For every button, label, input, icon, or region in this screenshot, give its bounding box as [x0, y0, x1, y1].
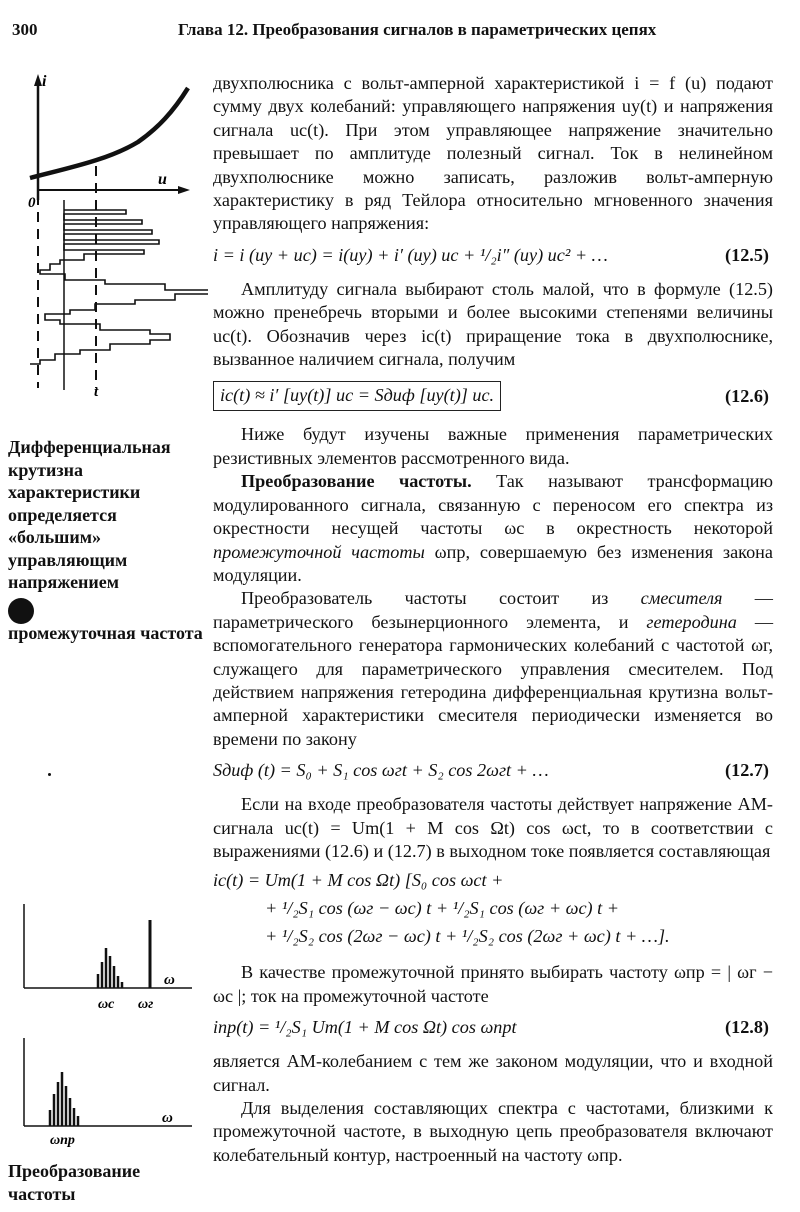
paragraph-8: является АМ-колебанием с тем же законом модуляции, что и входной сигнал.: [213, 1051, 773, 1095]
term-heterodyne: гетеродина: [646, 611, 737, 632]
equation-12-6-number: (12.6): [725, 386, 769, 407]
paragraph-3: Ниже будут изучены важные применения параметрических резистивных элементов рассмотренного вида.: [213, 424, 773, 468]
paragraph-4-text: Так называют трансформацию модулированного сигнала, связанную с переносом его спектра из окрестности несущей частоты ωс в окрестность некоторой: [213, 471, 774, 539]
bullet-marker: [8, 598, 34, 624]
label-omega-pr: ωпр: [50, 1133, 75, 1148]
term-frequency-conversion: Преобразование частоты.: [241, 471, 472, 492]
equation-12-8: [213, 1016, 773, 1040]
label-i: i: [42, 73, 47, 90]
paragraph-5: [213, 587, 773, 751]
equation-12-5-formula: i = i (uу + uс) = i(uу) + i′ (uу) uс + ¹/₂i″ (uу) uс² + …: [213, 244, 608, 265]
equation-12-7-formula: Sдиф (t) = S₀ + S₁ cos ωгt + S₂ cos 2ωгt + …: [213, 760, 549, 781]
equation-12-7-number: (12.7): [725, 760, 769, 781]
equation-line-2: + ¹/₂S₁ cos (ωг − ωс) t + ¹/₂S₁ cos (ωг + ωс) t +: [265, 898, 620, 919]
equation-output-current: [213, 869, 773, 953]
spectrum1-lines: [98, 948, 122, 988]
i-axis-arrow: [34, 74, 42, 86]
spectrum2-lines: [50, 1072, 78, 1126]
margin-note-intermediate-frequency: промежуточная частота: [8, 623, 203, 643]
paragraph-1: двухполюсника с вольт-амперной характеристикой i = f (u) подают сумму двух колебаний: управляющего напряжения uу(t) и напряжения сигнала uс(t). При этом управляющее напряжение значительно превышает по амплитуде полезный сигнал. Ток в нелинейном двухполюснике можно записать, разложив вольт-амперную характеристику в ряд Тейлора относительно мгновенного значения управляющего напряжения:: [213, 73, 773, 234]
u-axis-arrow: [178, 186, 190, 194]
equation-12-8-formula: iпр(t) = ¹/₂S₁ Um(1 + M cos Ωt) cos ωпрt: [213, 1017, 517, 1038]
spectrum2-omega: ω: [162, 1110, 173, 1126]
label-omega-c: ωс: [98, 997, 115, 1012]
iv-curve: [30, 88, 188, 178]
figure-iv-characteristic: [8, 70, 208, 400]
figure-output-spectrum: [14, 1032, 204, 1152]
equation-line-1: iс(t) = Um(1 + M cos Ωt) [S₀ cos ωсt +: [213, 870, 504, 891]
stray-dot: [48, 773, 51, 776]
running-header: [12, 20, 788, 46]
control-waveform: [30, 210, 208, 364]
term-mixer: смесителя: [640, 588, 723, 609]
paragraph-2: Амплитуду сигнала выбирают столь малой, что в формуле (12.5) можно пренебречь вторыми и более высокими степенями величины uс(t). Обозначив через iс(t) приращение тока в двухполюснике, вызванное наличием сигнала, получим: [213, 278, 773, 370]
margin-note-differential-slope: Дифференциальная крутизна характеристики определяется «большим» управляющим напряжением: [8, 437, 171, 592]
paragraph-9: Для выделения составляющих спектра с частотами, близкими к промежуточной частоте, в выходную цепь преобразователя включают колебательный контур, настроенный на частоту ωпр.: [213, 1098, 773, 1165]
paragraph-6: Если на входе преобразователя частоты действует напряжение АМ-сигнала uс(t) = Um(1 + M cos Ωt) cos ωсt, то в соответствии с выражениями (12.6) и (12.7) в выходном токе появляется составляющая: [213, 794, 773, 861]
equation-12-6-formula: iс(t) ≈ i′ [uу(t)] uс = Sдиф [uу(t)] uс.: [213, 381, 501, 410]
paragraph-5-c: — вспомогательного генератора гармонических колебаний с частотой ωг, служащего для параметрического управления смесителем. Под действием напряжения гетеродина дифференциальная крутизна вольт-амперной характеристики смесителя периодически изменяется во времени по закону: [213, 611, 773, 749]
paragraph-4: [213, 470, 773, 587]
paragraph-4-end: ωпр, совершаемую без изменения закона модуляции.: [213, 541, 773, 585]
equation-12-7: [213, 759, 773, 783]
label-origin: 0: [28, 195, 36, 211]
label-t: t: [94, 384, 99, 400]
paragraph-7: В качестве промежуточной принято выбирать частоту ωпр = | ωг − ωс |; ток на промежуточной частоте: [213, 962, 773, 1006]
paragraph-5-a: Преобразователь частоты состоит из: [241, 588, 641, 609]
page-number: 300: [12, 20, 38, 39]
paragraph-5-b: — параметрического безынерционного элемента, и: [213, 588, 773, 632]
equation-12-5-number: (12.5): [725, 244, 769, 265]
chapter-title: Глава 12. Преобразования сигналов в параметрических цепях: [178, 20, 657, 39]
spectrum1-omega: ω: [164, 972, 175, 988]
label-u: u: [158, 171, 167, 188]
label-omega-g: ωг: [138, 997, 154, 1012]
term-intermediate-frequency: промежуточной частоты: [213, 541, 425, 562]
equation-line-3: + ¹/₂S₂ cos (2ωг − ωс) t + ¹/₂S₂ cos (2ωг + ωс) t + …].: [265, 926, 670, 947]
equation-12-8-number: (12.8): [725, 1017, 769, 1038]
equation-12-6: [213, 381, 773, 409]
figure-input-spectrum: [14, 898, 204, 1018]
margin-note-frequency-conversion: Преобразование частоты: [8, 1161, 141, 1204]
main-text-column: [213, 72, 773, 1167]
equation-12-5: [213, 244, 773, 268]
